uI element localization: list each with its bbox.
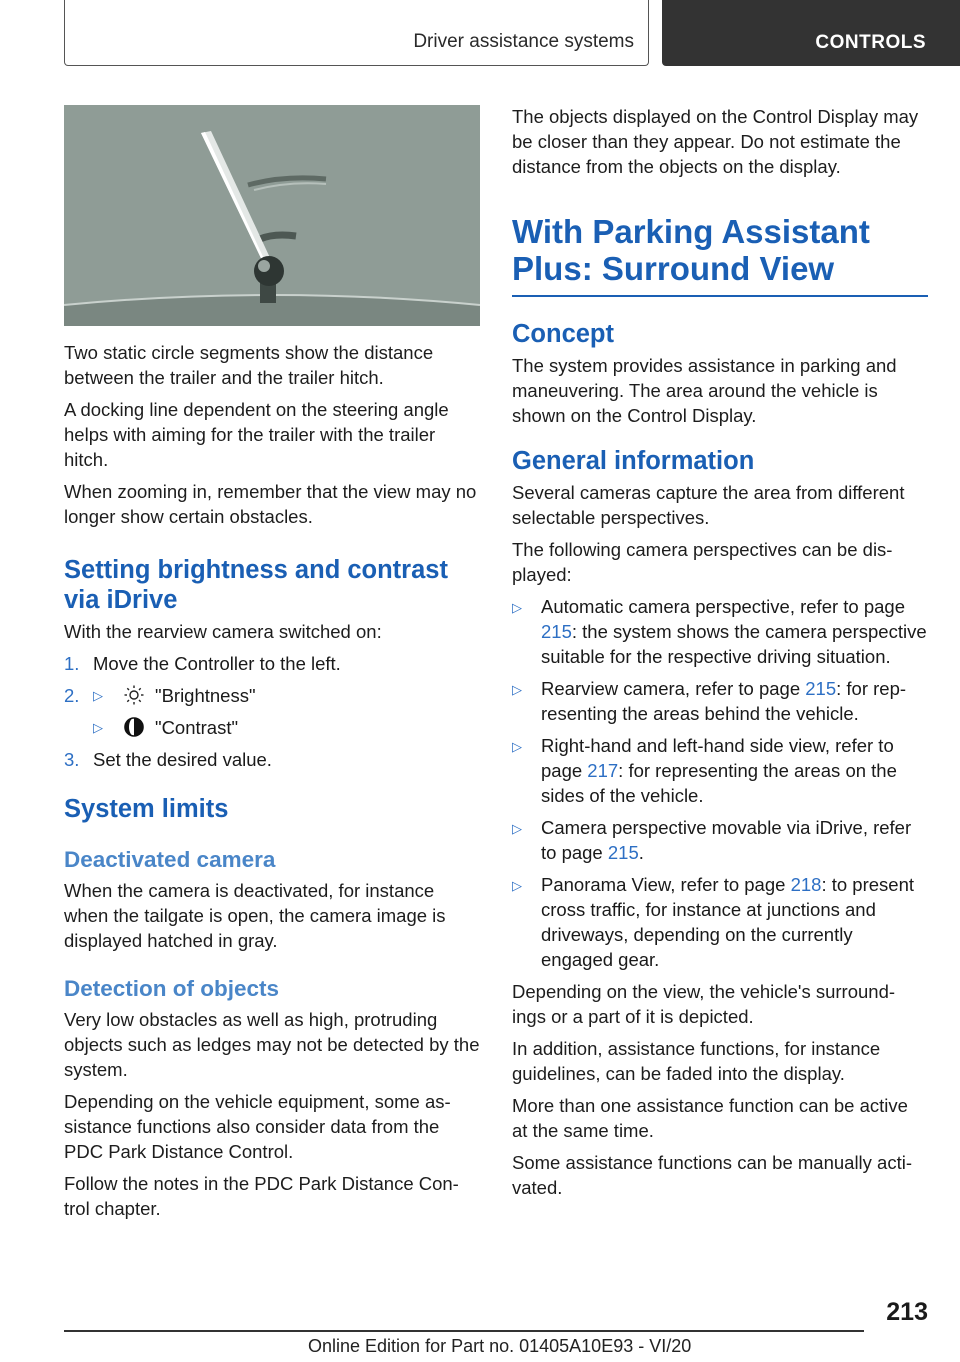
step-number: 2. [64, 685, 80, 706]
bullet-text: Camera perspective movable via iDrive, refer to page [541, 817, 912, 863]
left-column [64, 340, 480, 1228]
bullet-text: Panorama View, refer to page [541, 874, 791, 895]
contrast-icon [123, 716, 145, 738]
triangle-bullet-icon: ▷ [512, 878, 522, 893]
manual-activation-paragraph: Some assistance functions can be manually acti‐vated. [512, 1152, 913, 1198]
brightness-label: "Brightness" [155, 685, 256, 706]
page-link[interactable]: 215 [607, 842, 639, 863]
deactivated-camera-heading: Deactivated camera [64, 847, 276, 872]
multiple-functions-paragraph: More than one assistance function can be active at the same time. [512, 1095, 908, 1141]
triangle-bullet-icon: ▷ [512, 739, 522, 754]
brightness-option [93, 683, 480, 708]
list-item [512, 676, 928, 726]
header-section-title: Driver assistance systems [413, 31, 634, 52]
triangle-bullet-icon: ▷ [512, 821, 522, 836]
list-item [512, 872, 928, 972]
view-paragraph: Depending on the view, the vehicle's surround‐ings or a part of it is depicted. [512, 981, 896, 1027]
concept-heading: Concept [512, 320, 614, 348]
list-item [512, 733, 928, 808]
bullet-text: : for rep‐resenting the areas behind the vehicle. [541, 678, 907, 724]
system-limits-heading: System limits [64, 795, 229, 823]
bullet-text: Rearview camera, refer to page [541, 678, 806, 699]
detection-heading: Detection of objects [64, 976, 280, 1001]
general-information-heading: General information [512, 447, 755, 475]
contrast-option [93, 715, 480, 740]
brightness-heading: Setting brightness and contrast via iDrive [64, 556, 448, 614]
triangle-bullet-icon: ▷ [93, 688, 103, 703]
brightness-steps [64, 651, 480, 772]
bullet-text: : for representing the areas on the sides of the vehicle. [541, 760, 897, 806]
detection-paragraph-1: Very low obstacles as well as high, protruding objects such as ledges may not be detected by the system. [64, 1009, 480, 1080]
trailer-hitch-illustration [64, 105, 480, 326]
brightness-intro: With the rearview camera switched on: [64, 621, 382, 642]
right-column [512, 104, 928, 1207]
bullet-text: . [638, 842, 644, 863]
detection-paragraph-3: Follow the notes in the PDC Park Distance Con‐trol chapter. [64, 1173, 459, 1219]
triangle-bullet-icon: ▷ [512, 600, 522, 615]
control-display-warning: The objects displayed on the Control Display may be closer than they appear. Do not estimate the distance from the objects on the display. [512, 106, 919, 177]
header-chapter-tab [662, 0, 960, 66]
bullet-text: Automatic camera perspective, refer to page [541, 596, 906, 617]
bullet-text: Right-hand and left-hand side view, refer to page [541, 735, 894, 781]
page-link[interactable]: 217 [587, 760, 619, 781]
page-link[interactable]: 218 [790, 874, 822, 895]
general-paragraph-2: The following camera perspectives can be dis‐played: [512, 539, 893, 585]
guidelines-paragraph: In addition, assistance functions, for instance guidelines, can be faded into the display. [512, 1038, 881, 1084]
detection-paragraph-2: Depending on the vehicle equipment, some as‐sistance functions also consider data from the PDC Park Distance Control. [64, 1091, 451, 1162]
header-chapter-title: CONTROLS [815, 32, 926, 53]
triangle-bullet-icon: ▷ [93, 720, 103, 735]
page-link[interactable]: 215 [541, 621, 572, 642]
step-item [64, 683, 480, 740]
surround-view-heading: With Parking Assistant Plus: Surround View [512, 213, 870, 287]
docking-line-paragraph: A docking line dependent on the steering angle helps with aiming for the trailer with the trailer hitch. [64, 399, 449, 470]
page-link[interactable]: 215 [805, 678, 837, 699]
page-number: 213 [886, 1298, 928, 1326]
bullet-text: : the system shows the camera perspective suitable for the respective driving situation. [541, 621, 927, 667]
bullet-text: : to present cross traffic, for instance at junctions and driveways, depending on the currently engaged gear. [541, 874, 914, 970]
camera-perspective-list [512, 594, 928, 972]
header-section-tab [64, 0, 649, 66]
heading-rule [512, 295, 928, 297]
list-item [512, 815, 928, 865]
step-item [64, 651, 480, 676]
step-item [64, 747, 480, 772]
trailer-hitch-camera-image [64, 105, 480, 326]
footer-rule [64, 1330, 864, 1332]
step-text: Set the desired value. [93, 749, 272, 770]
general-paragraph-1: Several cameras capture the area from different selectable perspectives. [512, 482, 905, 528]
step-text: Move the Controller to the left. [93, 653, 341, 674]
zoom-paragraph: When zooming in, remember that the view may no longer show certain obstacles. [64, 481, 477, 527]
deactivated-camera-text: When the camera is deactivated, for instance when the tailgate is open, the camera image is displayed hatched in gray. [64, 880, 446, 951]
trailer-distance-paragraph: Two static circle segments show the distance between the trailer and the trailer hitch. [64, 342, 434, 388]
step-number: 3. [64, 749, 80, 770]
concept-text: The system provides assistance in parking and maneuvering. The area around the vehicle is shown on the Control Display. [512, 355, 897, 426]
triangle-bullet-icon: ▷ [512, 682, 522, 697]
list-item [512, 594, 928, 669]
footer-edition: Online Edition for Part no. 01405A10E93 - VI/20 [308, 1336, 692, 1356]
brightness-sun-icon [123, 684, 145, 706]
step-number: 1. [64, 653, 80, 674]
contrast-label: "Contrast" [155, 717, 239, 738]
